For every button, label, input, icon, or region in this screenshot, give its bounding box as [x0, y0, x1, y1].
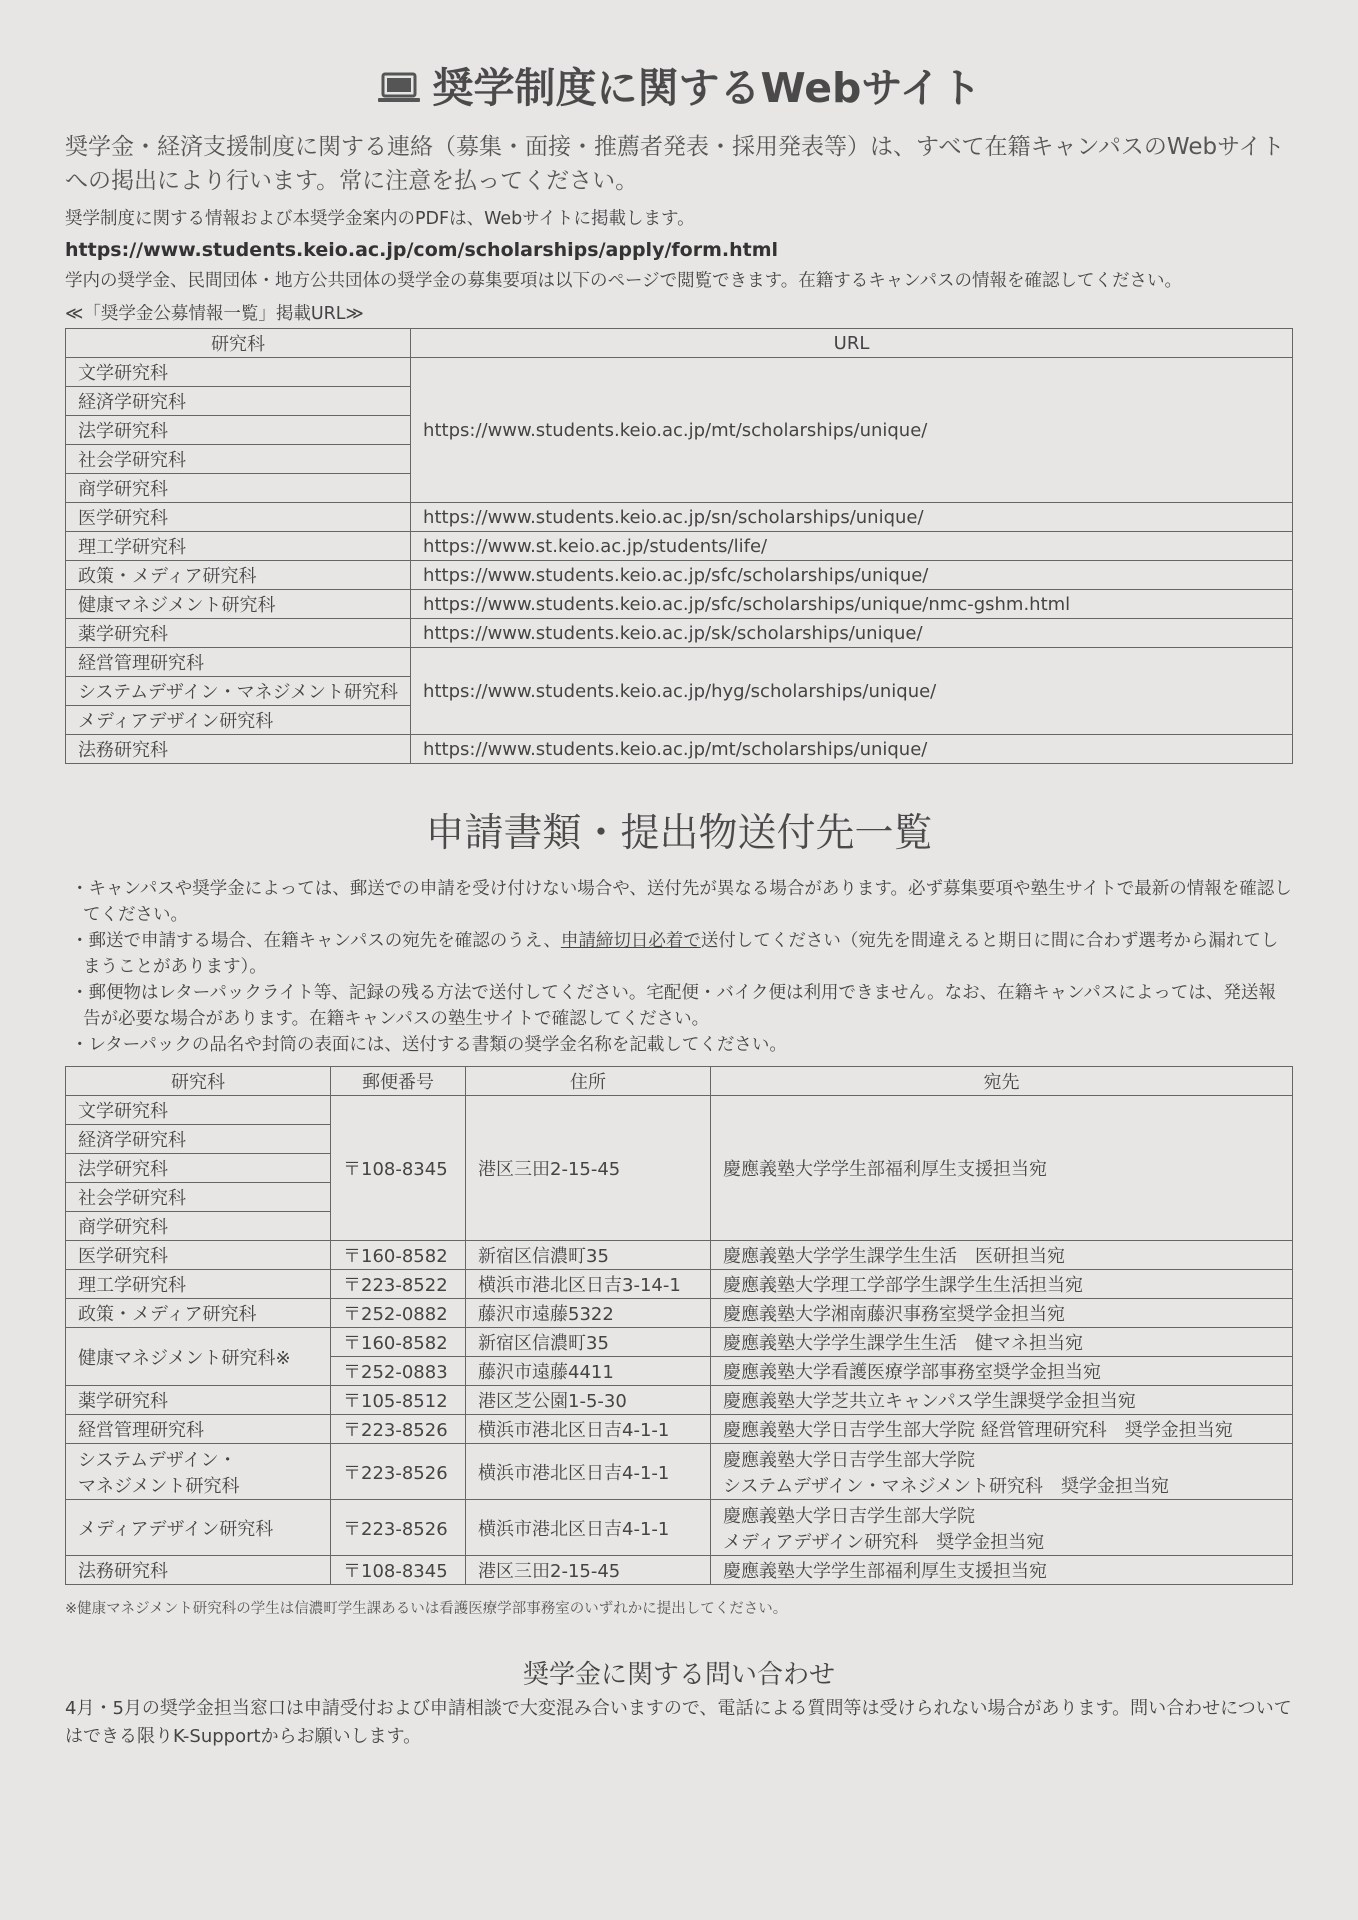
dest-line: メディアデザイン研究科 奨学金担当宛	[723, 1531, 1045, 1553]
table-row	[66, 503, 1293, 532]
campus-text: 学内の奨学金、民間団体・地方公共団体の奨学金の募集要項は以下のページで閲覧できます。在籍するキャンパスの情報を確認してください。	[65, 271, 1183, 291]
web-title-text: 奨学制度に関するWebサイト	[432, 64, 982, 112]
postal-cell: 〒223-8526	[331, 1415, 466, 1444]
dept-cell: メディアデザイン研究科	[66, 706, 411, 735]
dept-cell: 健康マネジメント研究科※	[66, 1328, 331, 1386]
dept-cell: 健康マネジメント研究科	[66, 590, 411, 619]
header-url: URL	[411, 329, 1293, 358]
postal-cell: 〒223-8526	[331, 1444, 466, 1500]
contact-title: 奨学金に関する問い合わせ	[522, 1660, 835, 1690]
dept-cell: 社会学研究科	[66, 1183, 331, 1212]
dept-cell: 経営管理研究科	[66, 1415, 331, 1444]
address-cell: 新宿区信濃町35	[466, 1241, 711, 1270]
note-item	[65, 928, 1293, 980]
dept-cell: 文学研究科	[66, 1096, 331, 1125]
url-cell[interactable]: https://www.students.keio.ac.jp/sn/scholarships/unique/	[411, 503, 1293, 532]
dest-cell	[711, 1444, 1293, 1500]
table-row	[66, 1328, 1293, 1357]
dept-cell: 理工学研究科	[66, 532, 411, 561]
address-cell: 横浜市港北区日吉4-1-1	[466, 1500, 711, 1556]
url-cell[interactable]: https://www.students.keio.ac.jp/sfc/scholarships/unique/	[411, 561, 1293, 590]
dept-cell: システムデザイン・マネジメント研究科	[66, 677, 411, 706]
table-row	[66, 1270, 1293, 1299]
address-cell: 港区芝公園1-5-30	[466, 1386, 711, 1415]
address-cell: 横浜市港北区日吉4-1-1	[466, 1444, 711, 1500]
url-cell[interactable]: https://www.students.keio.ac.jp/sfc/scholarships/unique/nmc-gshm.html	[411, 590, 1293, 619]
url-cell[interactable]: https://www.students.keio.ac.jp/hyg/scholarships/unique/	[411, 648, 1293, 735]
dest-cell: 慶應義塾大学学生部福利厚生支援担当宛	[711, 1096, 1293, 1241]
address-cell: 港区三田2-15-45	[466, 1096, 711, 1241]
table-row	[66, 358, 1293, 387]
postal-cell: 〒223-8526	[331, 1500, 466, 1556]
note-text: 郵送で申請する場合、在籍キャンパスの宛先を確認のうえ、	[88, 931, 561, 951]
table-row	[66, 1299, 1293, 1328]
postal-cell: 〒252-0883	[331, 1357, 466, 1386]
dest-line: システムデザイン・マネジメント研究科 奨学金担当宛	[723, 1475, 1170, 1497]
note-item: ・ レターパックの品名や封筒の表面には、送付する書類の奨学金名称を記載してください。	[65, 1032, 1293, 1058]
footnote: ※健康マネジメント研究科の学生は信濃町学生課あるいは看護医療学部事務室のいずれかに提出してください。	[65, 1601, 788, 1617]
dept-cell: 経済学研究科	[66, 1125, 331, 1154]
dest-cell: 慶應義塾大学湘南藤沢事務室奨学金担当宛	[711, 1299, 1293, 1328]
dept-cell: 医学研究科	[66, 503, 411, 532]
dept-cell: 法務研究科	[66, 735, 411, 764]
address-cell: 横浜市港北区日吉3-14-1	[466, 1270, 711, 1299]
table-row	[66, 1556, 1293, 1585]
header-postal: 郵便番号	[331, 1067, 466, 1096]
dept-cell: 政策・メディア研究科	[66, 1299, 331, 1328]
dept-cell: 文学研究科	[66, 358, 411, 387]
web-info-text: 奨学制度に関する情報および本奨学金案内のPDFは、Webサイトに掲載します。	[65, 209, 695, 229]
note-text: 送付してください（宛先を間違えると期日に間に合わず選考から漏れてしまうことがあります）。	[83, 931, 1279, 977]
url-table-caption: ≪「奨学金公募情報一覧」掲載URL≫	[65, 304, 364, 324]
postal-cell: 〒223-8522	[331, 1270, 466, 1299]
dept-cell: 理工学研究科	[66, 1270, 331, 1299]
table-header-row	[66, 1067, 1293, 1096]
dept-line: システムデザイン・	[78, 1449, 237, 1471]
address-cell: 藤沢市遠藤4411	[466, 1357, 711, 1386]
table-row	[66, 561, 1293, 590]
table-header-row	[66, 329, 1293, 358]
address-cell: 藤沢市遠藤5322	[466, 1299, 711, 1328]
dept-cell: 経営管理研究科	[66, 648, 411, 677]
table-row	[66, 1444, 1293, 1500]
dest-cell: 慶應義塾大学学生課学生生活 健マネ担当宛	[711, 1328, 1293, 1357]
table-row	[66, 1415, 1293, 1444]
address-cell: 横浜市港北区日吉4-1-1	[466, 1415, 711, 1444]
url-cell[interactable]: https://www.students.keio.ac.jp/mt/scholarships/unique/	[411, 735, 1293, 764]
table-row	[66, 1096, 1293, 1125]
web-lead: 奨学金・経済支援制度に関する連絡（募集・面接・推薦者発表・採用発表等）は、すべて在籍キャンパスのWebサイトへの掲出により行います。常に注意を払ってください。	[65, 134, 1285, 194]
dept-line: マネジメント研究科	[78, 1475, 240, 1497]
dest-cell: 慶應義塾大学学生課学生生活 医研担当宛	[711, 1241, 1293, 1270]
postal-cell: 〒108-8345	[331, 1556, 466, 1585]
table-row	[66, 735, 1293, 764]
dest-line: 慶應義塾大学日吉学生部大学院	[723, 1505, 975, 1527]
dept-cell: 医学研究科	[66, 1241, 331, 1270]
dept-cell: 経済学研究科	[66, 387, 411, 416]
address-cell: 港区三田2-15-45	[466, 1556, 711, 1585]
url-cell[interactable]: https://www.students.keio.ac.jp/sk/scholarships/unique/	[411, 619, 1293, 648]
postal-cell: 〒105-8512	[331, 1386, 466, 1415]
dept-cell: 薬学研究科	[66, 619, 411, 648]
dept-cell: 社会学研究科	[66, 445, 411, 474]
dept-cell: 政策・メディア研究科	[66, 561, 411, 590]
address-table	[65, 1066, 1293, 1585]
dest-cell: 慶應義塾大学理工学部学生課学生生活担当宛	[711, 1270, 1293, 1299]
contact-text: 4月・5月の奨学金担当窓口は申請受付および申請相談で大変混み合いますので、電話による質問等は受けられない場合があります。問い合わせについてはできる限りK-Supportからお願いします。	[65, 1698, 1292, 1747]
postal-cell: 〒252-0882	[331, 1299, 466, 1328]
postal-cell: 〒108-8345	[331, 1096, 466, 1241]
url-cell[interactable]: https://www.students.keio.ac.jp/mt/scholarships/unique/	[411, 358, 1293, 503]
main-url-link[interactable]: https://www.students.keio.ac.jp/com/scholarships/apply/form.html	[65, 239, 779, 261]
dept-cell	[66, 1444, 331, 1500]
dest-cell: 慶應義塾大学看護医療学部事務室奨学金担当宛	[711, 1357, 1293, 1386]
dest-cell: 慶應義塾大学芝共立キャンパス学生課奨学金担当宛	[711, 1386, 1293, 1415]
table-row	[66, 1386, 1293, 1415]
header-dept: 研究科	[66, 329, 411, 358]
dept-cell: 法務研究科	[66, 1556, 331, 1585]
postal-cell: 〒160-8582	[331, 1241, 466, 1270]
submit-notes	[65, 876, 1293, 1058]
table-row	[66, 590, 1293, 619]
deadline-emphasis: 申請締切日必着で	[560, 931, 701, 951]
note-item: ・ キャンパスや奨学金によっては、郵送での申請を受け付けない場合や、送付先が異なる場合があります。必ず募集要項や塾生サイトで最新の情報を確認してください。	[65, 876, 1293, 928]
web-section-title	[65, 0, 1293, 116]
address-cell: 新宿区信濃町35	[466, 1328, 711, 1357]
url-table	[65, 328, 1293, 764]
dept-cell: 法学研究科	[66, 1154, 331, 1183]
laptop-icon	[376, 63, 422, 119]
header-dept: 研究科	[66, 1067, 331, 1096]
dest-cell: 慶應義塾大学日吉学生部大学院 経営管理研究科 奨学金担当宛	[711, 1415, 1293, 1444]
dept-cell: 商学研究科	[66, 474, 411, 503]
dest-line: 慶應義塾大学日吉学生部大学院	[723, 1449, 975, 1471]
table-row	[66, 648, 1293, 677]
table-row	[66, 1241, 1293, 1270]
dept-cell: 商学研究科	[66, 1212, 331, 1241]
dept-cell: 法学研究科	[66, 416, 411, 445]
header-dest: 宛先	[711, 1067, 1293, 1096]
submit-section-title: 申請書類・提出物送付先一覧	[425, 811, 933, 856]
dept-cell: メディアデザイン研究科	[66, 1500, 331, 1556]
url-cell[interactable]: https://www.st.keio.ac.jp/students/life/	[411, 532, 1293, 561]
table-row	[66, 1500, 1293, 1556]
table-row	[66, 619, 1293, 648]
dest-cell	[711, 1500, 1293, 1556]
header-address: 住所	[466, 1067, 711, 1096]
table-row	[66, 532, 1293, 561]
dept-cell: 薬学研究科	[66, 1386, 331, 1415]
postal-cell: 〒160-8582	[331, 1328, 466, 1357]
dest-cell: 慶應義塾大学学生部福利厚生支援担当宛	[711, 1556, 1293, 1585]
note-item: ・ 郵便物はレターパックライト等、記録の残る方法で送付してください。宅配便・バイク便は利用できません。なお、在籍キャンパスによっては、発送報告が必要な場合があります。在籍キャンパスの塾生サイトで確認してください。	[65, 980, 1293, 1032]
